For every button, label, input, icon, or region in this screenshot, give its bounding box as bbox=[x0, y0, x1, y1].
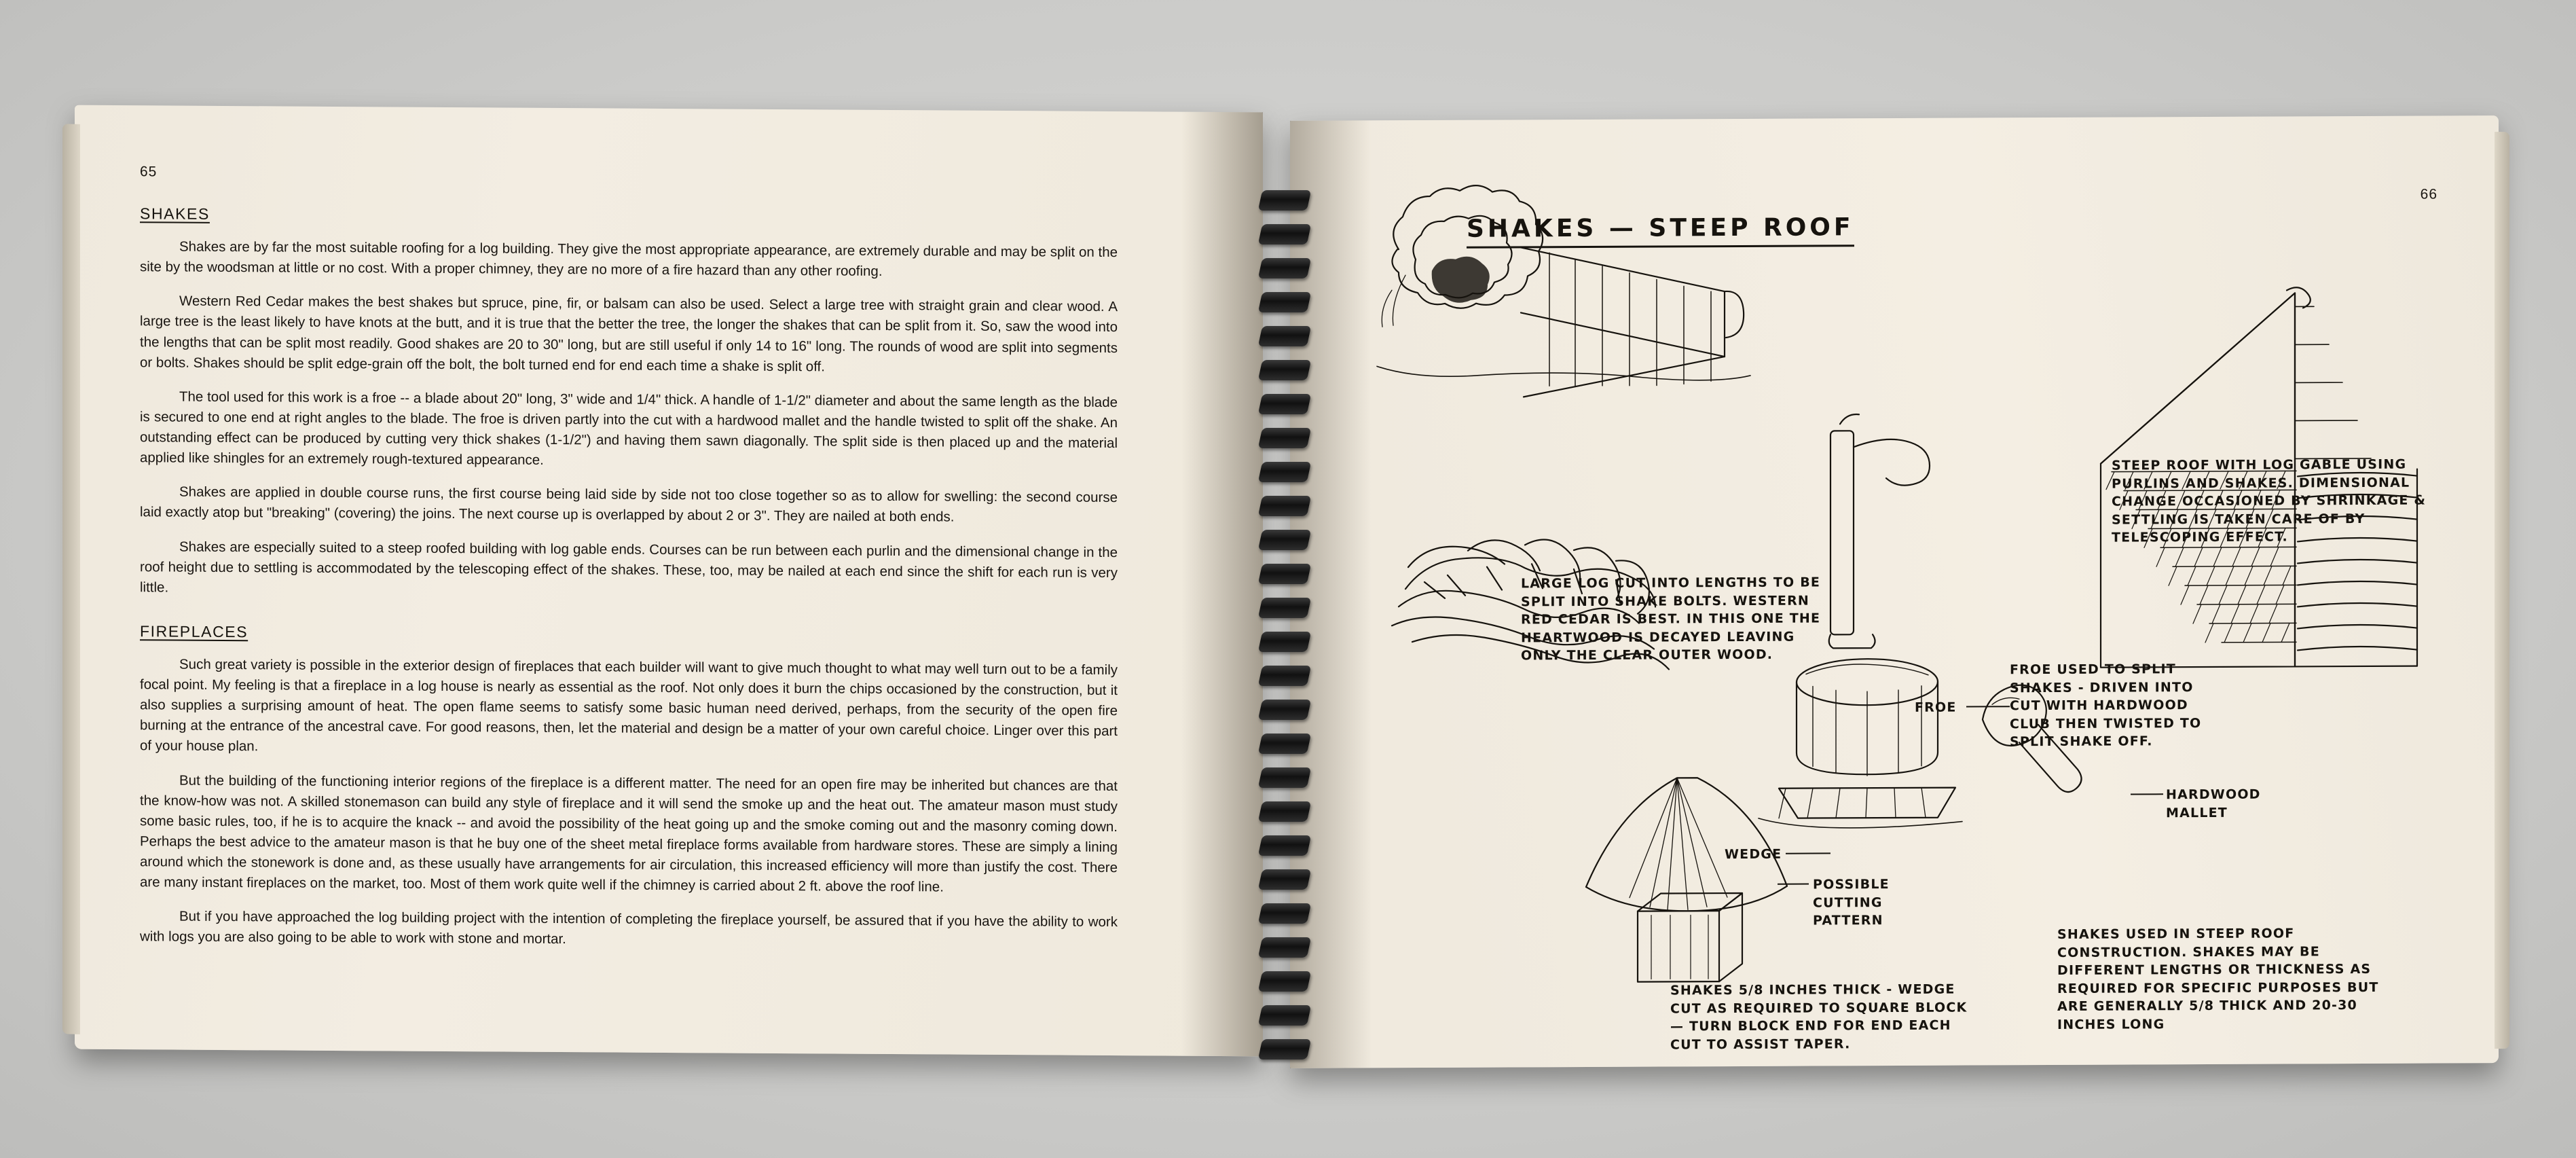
binding-coil bbox=[1258, 292, 1311, 312]
binding-coil bbox=[1258, 801, 1311, 822]
paragraph: But if you have approached the log building project with the intention of completing the fireplace yourself, be assured that if you have the ability to work with logs you are also going to be able to work with stone and mortar. bbox=[140, 908, 1118, 947]
paragraph: The tool used for this work is a froe -- a blade about 20" long, 3" wide and 1/4" thick. A handle of 1-1/2" diameter and about the same length as the blade is secured to one end at right angles to the blade. The froe is driven partly into the cut with a hardwood mallet and the handle twisted to split off the shake. An outstanding effect can be produced by cutting very thick shakes (1-1/2") and having them sawn diagonally. The split side is then placed up and the material applied like shingles for an extremely rough-textured appearance. bbox=[140, 388, 1118, 469]
binding-coil bbox=[1258, 1005, 1311, 1026]
mallet-leader-line bbox=[2131, 793, 2163, 795]
paragraph: Shakes are applied in double course runs, the first course being laid side by side not too close together so as to allow for swelling: the second course laid exactly atop but "breaking" (covering) the joins. The next course up is overlapped by about 2 or 3". They are nailed at both ends. bbox=[140, 484, 1118, 525]
binding-coil bbox=[1258, 326, 1311, 346]
page-number-right: 66 bbox=[2420, 186, 2437, 202]
binding-coil bbox=[1258, 869, 1311, 890]
section-heading-shakes: SHAKES bbox=[140, 204, 210, 223]
froe-leader-line bbox=[1966, 706, 2010, 707]
paragraph: Western Red Cedar makes the best shakes but spruce, pine, fir, or balsam can also be used. Select a large tree with straight grain and clear wood. A large tree is the least likely to have knots at the butt, and it is true that the better the tree, the longer the shakes that can be split from it. So, saw the wood into the lengths that can be split most readily. Good shakes are 20 to 30" long, but are still useful if only 14 to 16" long. The rounds of wood are split into segments or bolts. Shakes should be split edge-grain off the bolt, the bolt turned end for end each time a shake is split off. bbox=[140, 293, 1118, 375]
left-page-text-block bbox=[140, 164, 1118, 953]
froe-drawing bbox=[1829, 414, 1930, 649]
wedge-leader-line bbox=[1786, 852, 1830, 854]
binding-coil bbox=[1258, 224, 1311, 245]
paragraph: Such great variety is possible in the exterior design of fireplaces that each builder will want to give much thought to what may well turn out to be a family focal point. My feeling is that a fireplace in a log house is nearly as essential as the roof. Not only does it burn the chips occasioned by the construction, but it also supplies a surprising amount of heat. The open flame seems to satisfy some basic human need derived, perhaps, from the security of the open fire burning at the entrance of the ancestral cave. For good reasons, then, let the material and design be a matter of your own careful choice. Linger over this part of your house plan. bbox=[140, 656, 1118, 755]
chopping-block-drawing bbox=[1759, 659, 1962, 829]
binding-coil bbox=[1258, 666, 1311, 686]
binding-coil bbox=[1258, 835, 1311, 856]
binding-coil bbox=[1258, 767, 1311, 788]
right-page-content bbox=[1290, 115, 2499, 1068]
binding-coil bbox=[1258, 462, 1311, 482]
binding-coil bbox=[1258, 937, 1311, 958]
binding-coil bbox=[1258, 496, 1311, 516]
shakes-thickness-note: SHAKES 5/8 INCHES THICK - WEDGE CUT AS REQUIRED TO SQUARE BLOCK — TURN BLOCK END FOR END EACH CUT TO ASSIST TAPER. bbox=[1670, 981, 1968, 1053]
paragraph: But the building of the functioning interior regions of the fireplace is a different matter. The need for an open fire may be inherited but chances are that the know-how was not. A skilled stonemason can build any style of fireplace and it will send the smoke up and the heat out. The amateur mason must study some basic rules, too, if he is to acquire the knack -- and avoid the possibility of the heat going up and the smoke coming out and the masonry coming down. Perhaps the best advice to the amateur mason is that he buy one of the sheet metal fireplace forms available from hardware stores. These are simply a lining around which the stonework is done and, as these usually have arrangements for air circulation, this increased efficiency will more than justify the cost. There are many instant fireplaces on the market, too. Most of them work quite well if the chimney is carried about 2 ft. above the roof line. bbox=[140, 772, 1118, 895]
froe-label: FROE bbox=[1915, 700, 1957, 715]
log-drawing bbox=[1377, 184, 1750, 397]
binding-coil bbox=[1258, 598, 1311, 618]
possible-cutting-pattern-label: POSSIBLE CUTTING PATTERN bbox=[1813, 877, 1890, 928]
froe-use-note: FROE USED TO SPLIT SHAKES - DRIVEN INTO CUT WITH HARDWOOD CLUB THEN TWISTED TO SPLIT SHAKE OFF. bbox=[2010, 662, 2202, 750]
binding-coil bbox=[1258, 700, 1311, 720]
cutting-pattern-drawing bbox=[1586, 778, 1787, 982]
section-heading-fireplaces: FIREPLACES bbox=[140, 622, 249, 641]
steep-roof-note: STEEP ROOF WITH LOG GABLE USING PURLINS AND SHAKES. DIMENSIONAL CHANGE OCCASIONED BY SHRINKAGE & SETTLING IS TAKEN CARE OF BY TELESCOPING EFFECT. bbox=[2112, 456, 2427, 545]
left-page bbox=[75, 105, 1263, 1057]
open-book bbox=[75, 109, 2499, 1080]
binding-coil bbox=[1258, 394, 1311, 414]
page-title-text: SHAKES — STEEP ROOF bbox=[1467, 213, 1854, 248]
left-gutter-shadow bbox=[1181, 112, 1263, 1057]
binding-coil bbox=[1258, 1039, 1311, 1060]
hardwood-mallet-label: HARDWOOD MALLET bbox=[2166, 786, 2261, 820]
wedge-label: WEDGE bbox=[1725, 846, 1782, 863]
page-number-left: 65 bbox=[140, 164, 158, 180]
binding-coil bbox=[1258, 360, 1311, 380]
binding-coil bbox=[1258, 258, 1311, 278]
paragraph: Shakes are by far the most suitable roofing for a log building. They give the most appropriate appearance, are extremely durable and may be split on the site by the woodsman at little or no cost. With a proper chimney, they are no more of a fire hazard than any other roofing. bbox=[140, 238, 1118, 280]
binding-coil bbox=[1258, 530, 1311, 550]
binding-coil bbox=[1258, 903, 1311, 924]
spiral-binding bbox=[1256, 190, 1321, 1073]
log-lengths-note: LARGE LOG CUT INTO LENGTHS TO BE SPLIT INTO SHAKE BOLTS. WESTERN RED CEDAR IS BEST. IN THIS ONE THE HEARTWOOD IS DECAYED LEAVING ONLY THE CLEAR OUTER WOOD. bbox=[1521, 575, 1821, 664]
binding-coil bbox=[1258, 564, 1311, 584]
shakes-construction-note: SHAKES USED IN STEEP ROOF CONSTRUCTION. SHAKES MAY BE DIFFERENT LENGTHS OR THICKNESS AS REQUIRED FOR SPECIFIC PURPOSES BUT ARE GENERALLY 5/8 THICK AND 20-30 INCHES LONG bbox=[2057, 926, 2379, 1032]
pattern-leader-line bbox=[1778, 884, 1809, 885]
right-page bbox=[1290, 115, 2499, 1068]
paragraph: Shakes are especially suited to a steep roofed building with log gable ends. Courses can be run between each purlin and the dimensional change in the roof height due to settling is accommodated by the telescoping effect of the shakes. These, too, may be nailed at each end since the shift for each run is very little. bbox=[140, 539, 1118, 596]
left-page-edge bbox=[62, 124, 80, 1034]
binding-coil bbox=[1258, 734, 1311, 754]
binding-coil bbox=[1258, 428, 1311, 448]
binding-coil bbox=[1258, 971, 1311, 992]
binding-coil bbox=[1258, 190, 1311, 211]
binding-coil bbox=[1258, 632, 1311, 652]
